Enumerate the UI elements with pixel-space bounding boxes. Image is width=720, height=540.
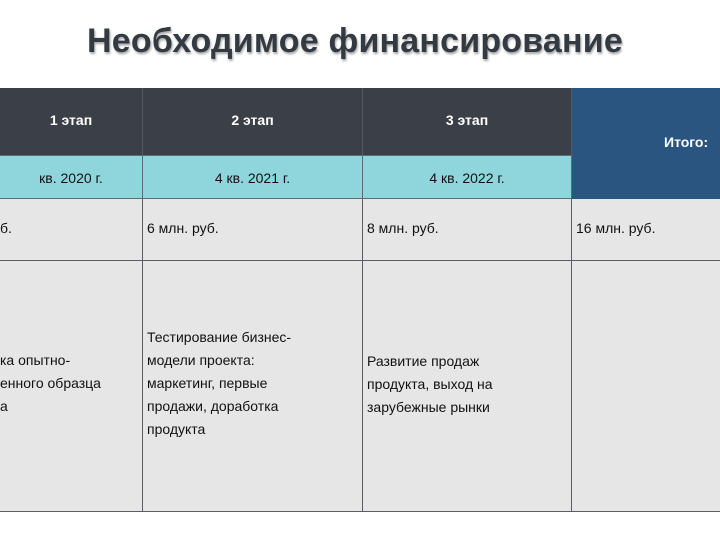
period-stage-1-text: кв. 2020 г. (39, 170, 103, 186)
description-stage-2 (143, 261, 363, 512)
header-stage-2-label: 2 этап (231, 112, 274, 128)
description-stage-1 (0, 261, 143, 512)
amount-total (572, 199, 720, 261)
description-stage-1-text: ка опытно- енного образца а (0, 352, 101, 414)
period-stage-3-text: 4 кв. 2022 г. (429, 170, 505, 186)
amount-stage-1 (0, 199, 143, 261)
period-stage-2-text: 4 кв. 2021 г. (214, 170, 291, 186)
amount-stage-2 (143, 199, 363, 261)
amount-stage-1-text: б. (0, 220, 12, 236)
amount-stage-3-text: 8 млн. руб. (367, 220, 439, 236)
amount-stage-3 (363, 199, 572, 261)
header-total (572, 88, 720, 199)
header-stage-3 (363, 88, 572, 155)
amount-total-text: 16 млн. руб. (576, 220, 656, 236)
description-stage-3 (363, 261, 572, 512)
period-stage-2 (143, 155, 363, 199)
description-total (572, 261, 720, 512)
slide-title: Необходимое финансирование (87, 22, 623, 60)
description-stage-3-text: Развитие продаж продукта, выход на зарубежные рынки (367, 353, 493, 415)
header-stage-2 (143, 88, 363, 155)
header-stage-3-label: 3 этап (445, 112, 489, 128)
amount-stage-2-text: 6 млн. руб. (147, 220, 219, 236)
header-total-label: Итого: (664, 134, 709, 150)
header-stage-1-label: 1 этап (49, 112, 93, 128)
period-stage-1 (0, 155, 143, 199)
description-stage-2-text: Тестирование бизнес- модели проекта: маркетинг, первые продажи, доработка продукта (147, 329, 292, 437)
period-stage-3 (363, 155, 572, 199)
header-stage-1 (0, 88, 143, 155)
